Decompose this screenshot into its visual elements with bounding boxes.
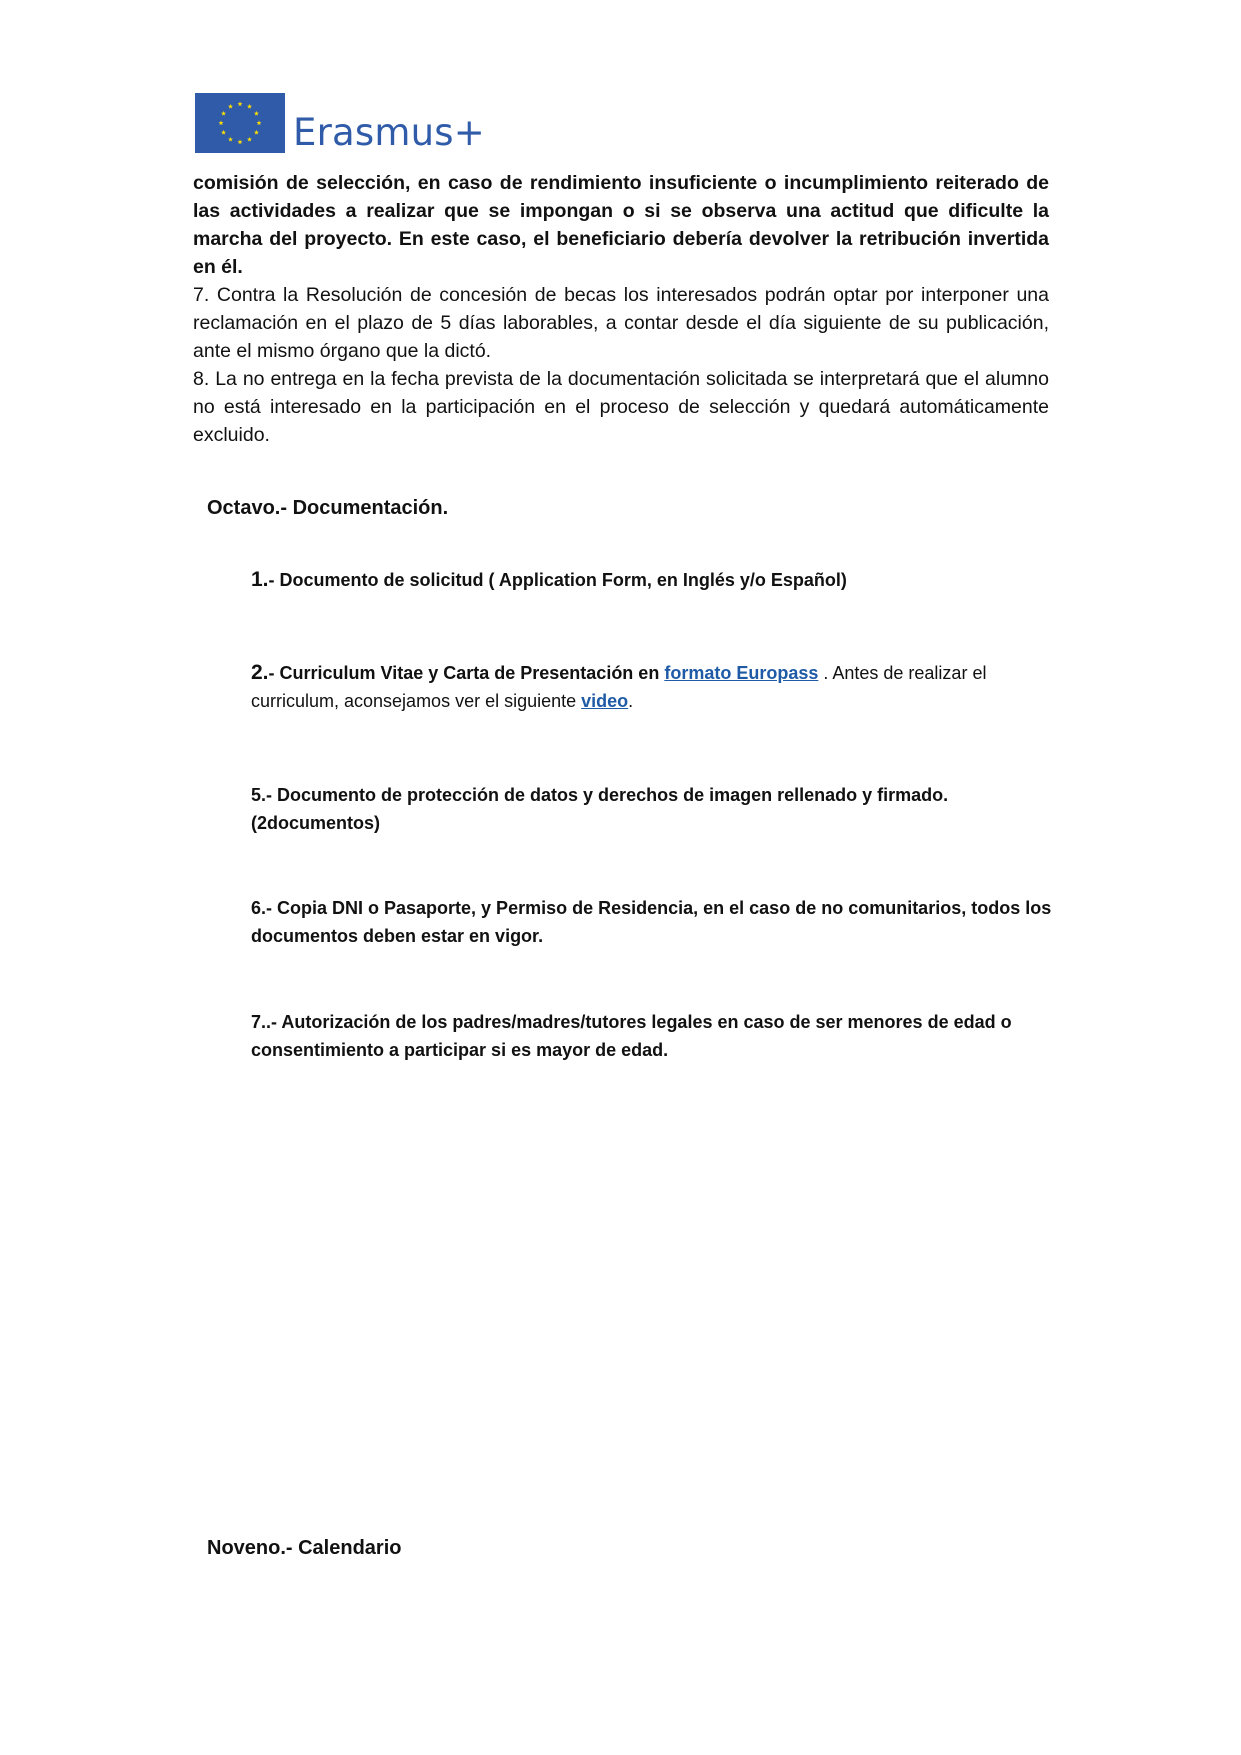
eu-star-icon	[254, 111, 259, 116]
doc-item-1	[251, 566, 1061, 594]
eu-star-icon	[219, 120, 224, 125]
doc-item-2-end-text: .	[628, 691, 634, 711]
europass-link[interactable]: formato Europass	[664, 663, 819, 683]
list-item-8-text: 8. La no entrega en la fecha prevista de la documentación solicitada se interpretará que el alumno no está interesado en la participación en el proceso de selección y quedará automáticamente excluido.	[193, 368, 1049, 446]
eu-star-icon	[254, 130, 259, 135]
brand-name: Erasmus+	[293, 111, 485, 154]
erasmus-logo	[195, 91, 485, 153]
doc-item-2	[251, 659, 1061, 715]
list-item-7-text: 7. Contra la Resolución de concesión de becas los interesados podrán optar por interponer una reclamación en el plazo de 5 días laborables, a contar desde el día siguiente de su publicación, ante el mismo órgano que la dictó.	[193, 284, 1049, 362]
section-heading-octavo: Octavo.- Documentación.	[207, 497, 449, 519]
eu-star-icon	[238, 139, 243, 144]
doc-item-7-text: 7..- Autorización de los padres/madres/tutores legales en caso de ser menores de edad o consentimiento a participar si es mayor de edad.	[251, 1012, 1012, 1060]
doc-item-6-text: 6.- Copia DNI o Pasaporte, y Permiso de Residencia, en el caso de no comunitarios, todos los documentos deben estar en vigor.	[251, 898, 1052, 946]
doc-item-1-text: - Documento de solicitud ( Application Form, en Inglés y/o Español)	[268, 570, 847, 590]
eu-flag-icon	[195, 93, 285, 153]
eu-star-icon	[247, 104, 252, 109]
section-heading-noveno: Noveno.- Calendario	[207, 1537, 402, 1559]
eu-flag-stars	[195, 93, 285, 153]
list-item-8	[193, 365, 1049, 449]
intro-text: comisión de selección, en caso de rendimiento insuficiente o incumplimiento reiterado de las actividades a realizar que se impongan o si se observa una actitud que dificulte la marcha del proyecto. En este caso, el beneficiario debería devolver la retribución invertida en él.	[193, 172, 1049, 278]
intro-paragraph	[193, 169, 1049, 281]
eu-star-icon	[247, 137, 252, 142]
eu-star-icon	[257, 120, 262, 125]
doc-item-2-number: 2.	[251, 661, 269, 684]
doc-item-2-middle-text: . Antes de realizar el curriculum, aconsejamos ver el siguiente	[251, 663, 987, 711]
video-link[interactable]: video	[581, 691, 629, 711]
eu-star-icon	[228, 104, 233, 109]
doc-item-5-text: 5.- Documento de protección de datos y derechos de imagen rellenado y firmado.(2documentos)	[251, 785, 949, 833]
list-item-7	[193, 281, 1049, 365]
eu-star-icon	[238, 101, 243, 106]
doc-item-5	[251, 781, 1061, 837]
eu-star-icon	[221, 130, 226, 135]
doc-item-1-number: 1.	[251, 568, 269, 591]
doc-item-2-bold-text: - Curriculum Vitae y Carta de Presentación en	[268, 663, 665, 683]
doc-item-7	[251, 1008, 1061, 1064]
eu-star-icon	[221, 111, 226, 116]
doc-item-6	[251, 894, 1061, 950]
eu-star-icon	[228, 137, 233, 142]
